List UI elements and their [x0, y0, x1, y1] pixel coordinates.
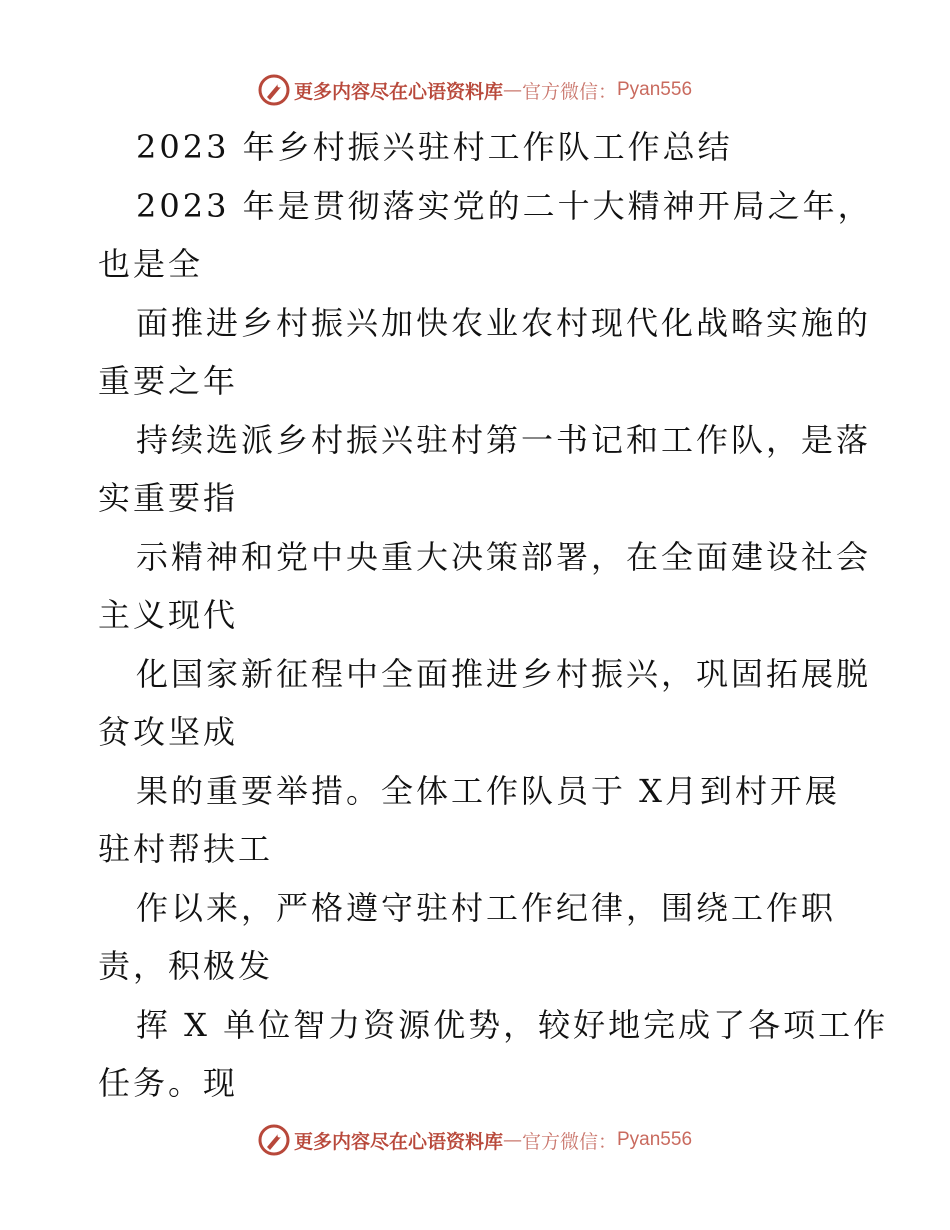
paragraph-line: 贫攻坚成: [98, 713, 239, 751]
watermark-official: 官方微信：: [521, 1130, 617, 1153]
document-title: 2023 年乡村振兴驻村工作队工作总结: [136, 128, 733, 166]
paragraph-line: 作以来，严格遵守驻村工作纪律，围绕工作职: [136, 888, 837, 927]
watermark-footer: [0, 1120, 950, 1160]
watermark-dash: —: [502, 1129, 522, 1151]
watermark-header: [0, 70, 950, 110]
watermark-brand: Pyan556: [617, 79, 693, 100]
paragraph-line: 挥 X 单位智力资源优势，较好地完成了各项工作: [136, 1005, 889, 1044]
paragraph-line: 化国家新征程中全面推进乡村振兴，巩固拓展脱: [136, 654, 872, 693]
paragraph-line: 果的重要举措。全体工作队员于 X月到村开展: [136, 771, 840, 810]
watermark-lead: 更多内容尽在心语资料库: [293, 80, 503, 103]
paragraph-line: 任务。现: [98, 1064, 239, 1102]
paragraph-line: 责，积极发: [98, 947, 274, 985]
paragraph-line: 示精神和党中央重大决策部署，在全面建设社会: [136, 537, 872, 576]
paragraph-line: 主义现代: [98, 596, 239, 634]
document-body: [98, 118, 889, 1113]
paragraph-line: 实重要指: [98, 479, 239, 517]
paragraph-line: 重要之年: [98, 362, 239, 400]
paragraph-line: 也是全: [98, 245, 204, 283]
watermark-lead: 更多内容尽在心语资料库: [293, 1130, 503, 1153]
paragraph-line: 驻村帮扶工: [98, 830, 274, 868]
pen-logo-icon: [258, 1124, 290, 1156]
paragraph-line: 持续选派乡村振兴驻村第一书记和工作队，是落: [136, 420, 872, 459]
paragraph-line: 2023 年是贯彻落实党的二十大精神开局之年，: [136, 186, 873, 225]
watermark-dash: —: [502, 79, 522, 101]
watermark-brand: Pyan556: [617, 1129, 693, 1150]
pen-logo-icon: [258, 74, 290, 106]
watermark-official: 官方微信：: [521, 80, 617, 103]
paragraph-line: 面推进乡村振兴加快农业农村现代化战略实施的: [136, 303, 872, 342]
